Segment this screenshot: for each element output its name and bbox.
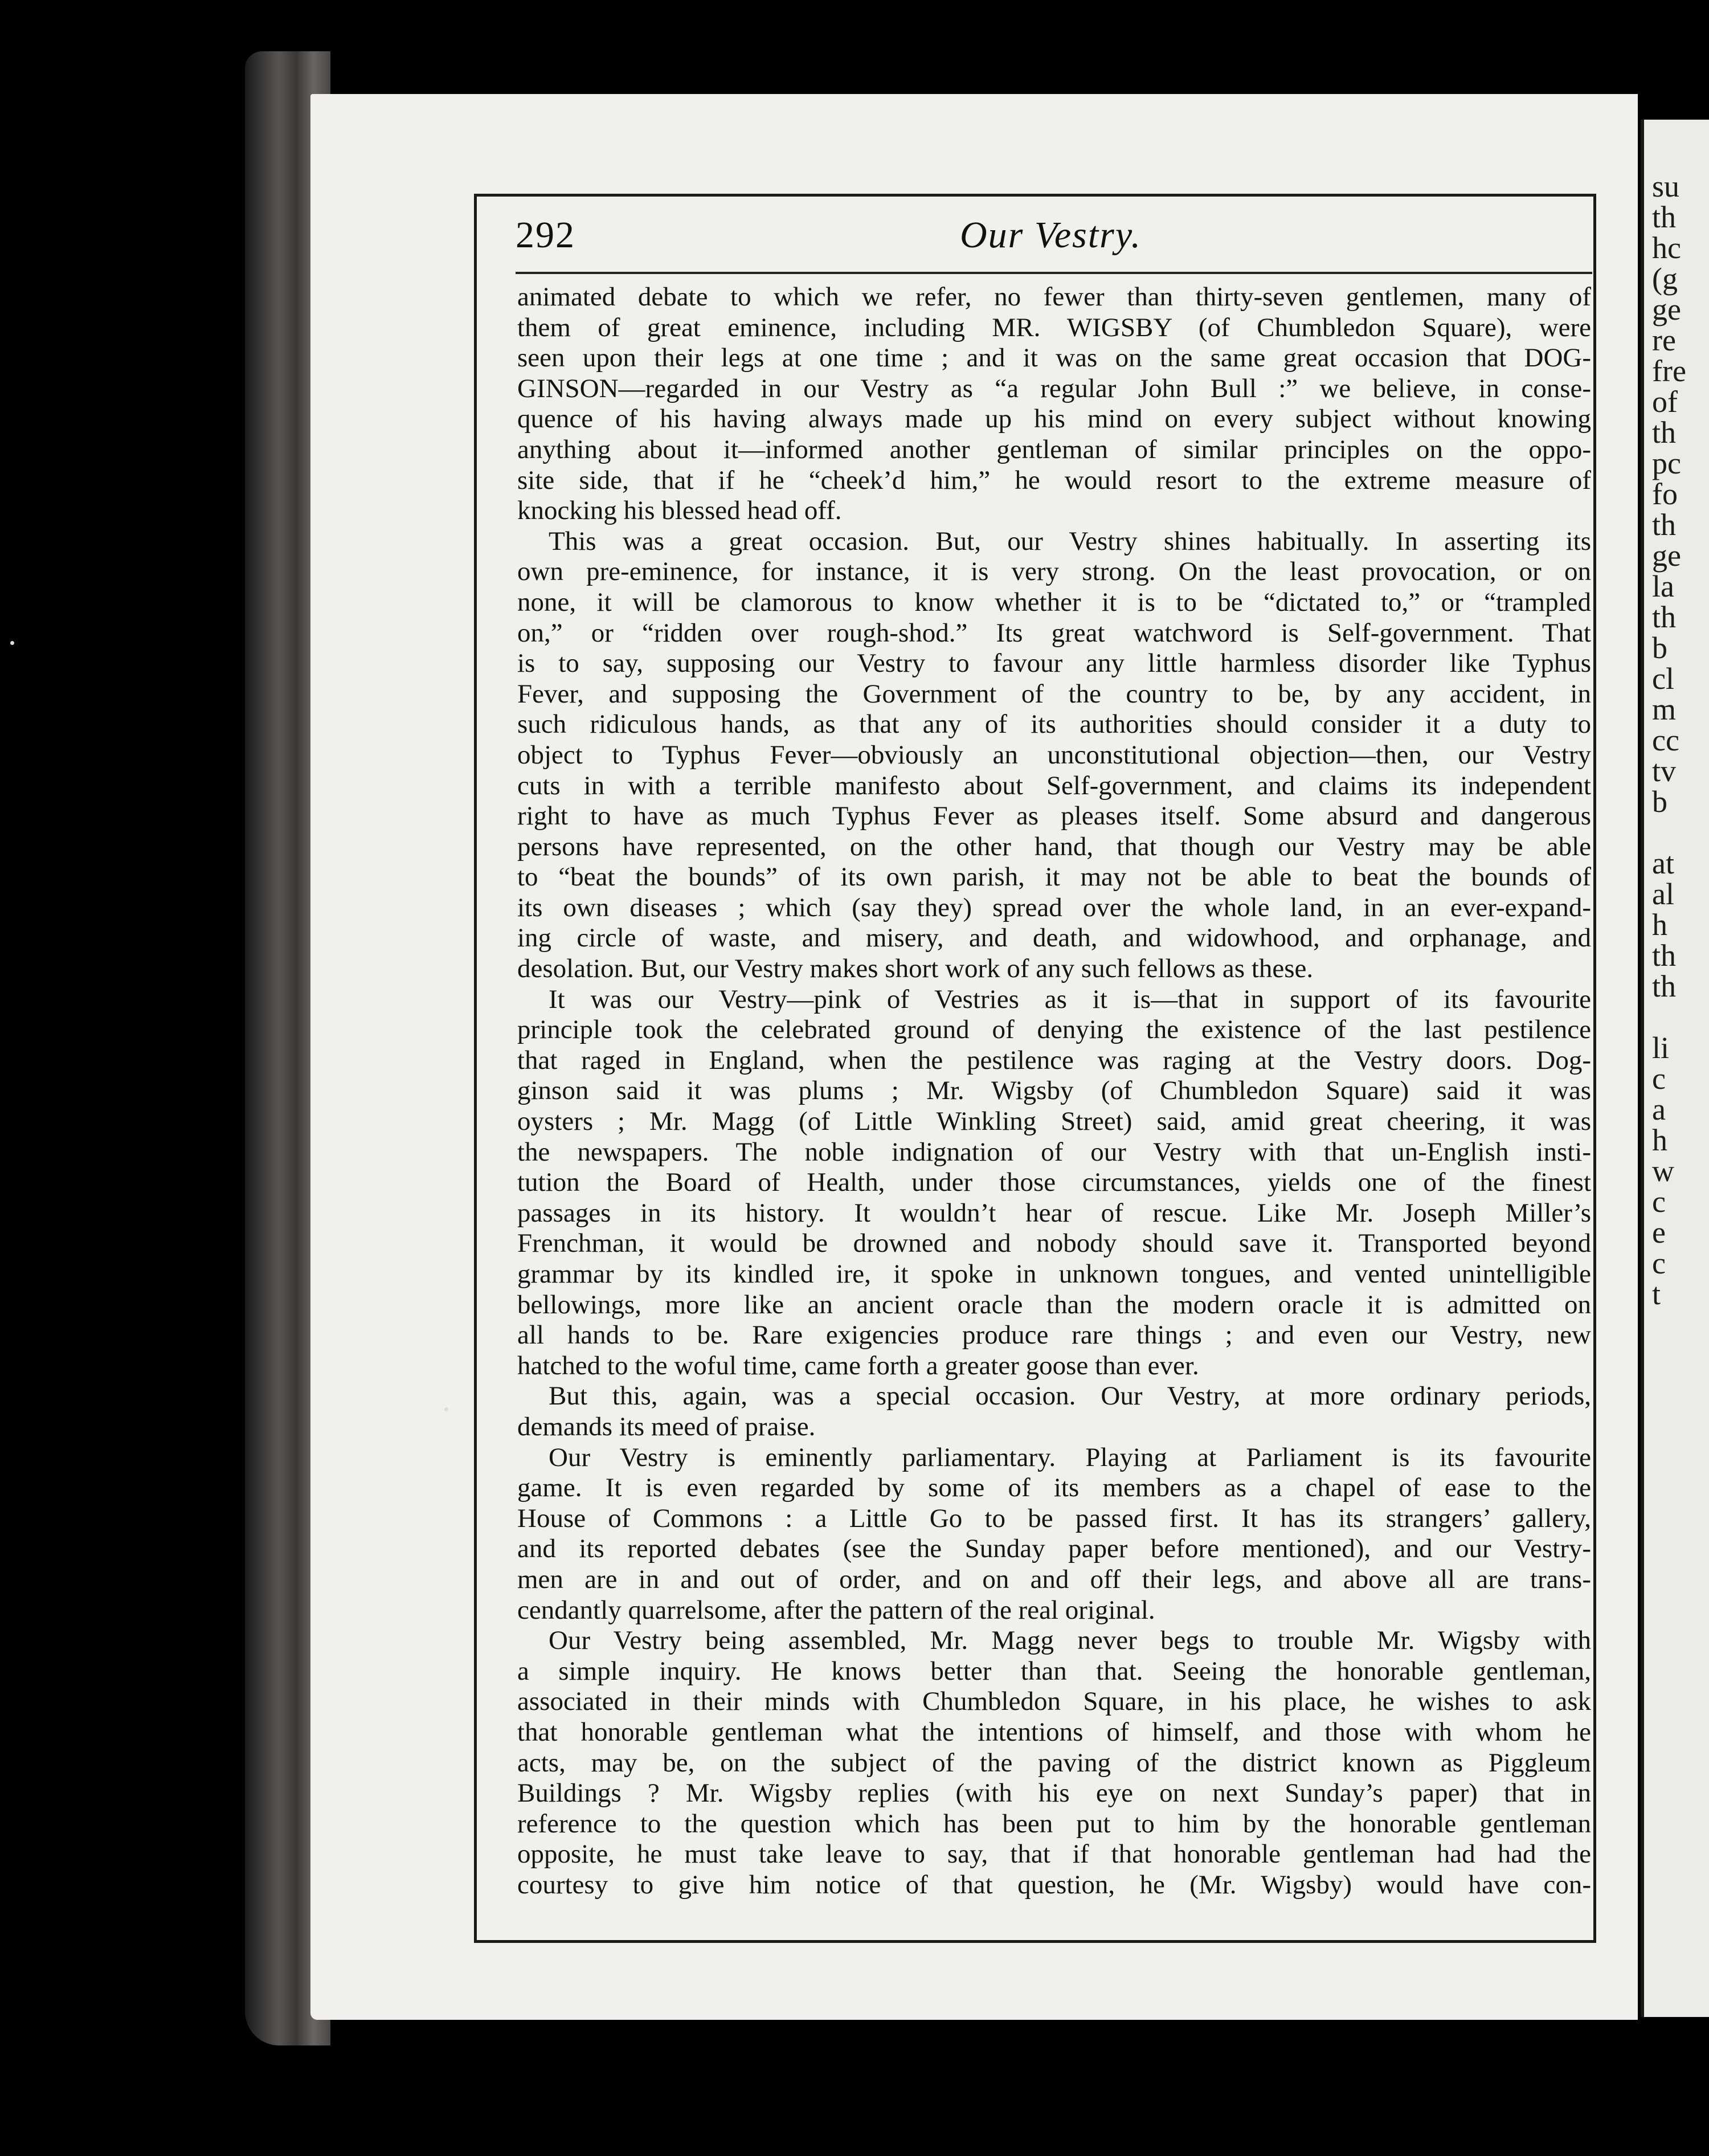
facing-page-fragment: re	[1652, 323, 1676, 357]
facing-page-fragment: pc	[1652, 446, 1681, 480]
facing-page-fragment: at	[1652, 846, 1674, 880]
facing-page-fragment: li	[1652, 1031, 1670, 1065]
text-line: oysters ; Mr. Magg (of Little Winkling Street) said, amid great cheering, it was	[517, 1106, 1591, 1137]
text-line: reference to the question which has been put to him by the honorable gentleman	[517, 1808, 1591, 1839]
text-line: bellowings, more like an ancient oracle than the modern oracle it is admitted on	[517, 1289, 1591, 1320]
text-line: quence of his having always made up his mind on every subject without knowing	[517, 404, 1591, 434]
facing-page-fragment: of	[1652, 385, 1678, 419]
facing-page-fragment: th	[1652, 415, 1677, 450]
text-line: principle took the celebrated ground of denying the existence of the last pestilence	[517, 1015, 1591, 1045]
text-line: cuts in with a terrible manifesto about Self-government, and claims its independent	[517, 770, 1591, 801]
text-line: seen upon their legs at one time ; and it was on the same great occasion that DOG-	[517, 343, 1591, 373]
text-line: knocking his blessed head off.	[517, 496, 842, 526]
facing-page-fragment: cc	[1652, 723, 1679, 757]
facing-page-fragment: t	[1652, 1277, 1661, 1309]
text-line: GINSON—regarded in our Vestry as “a regular John Bull :” we believe, in conse-	[517, 373, 1591, 403]
facing-page-fragment: a	[1652, 1092, 1666, 1126]
facing-page-fragment: th	[1652, 600, 1677, 634]
facing-page-fragment	[1652, 1002, 1709, 1032]
text-line: all hands to be. Rare exigencies produce rare things ; and even our Vestry, new	[517, 1320, 1591, 1350]
text-line: on,” or “ridden over rough-shod.” Its great watchword is Self-government. That	[517, 618, 1591, 648]
facing-page-fragment: w	[1652, 1154, 1674, 1188]
text-line: Our Vestry is eminently parliamentary. Playing at Parliament is its favourite	[549, 1442, 1591, 1472]
scan-speck	[10, 641, 14, 645]
facing-page-fragment	[1652, 817, 1709, 848]
scan-speck	[444, 1407, 448, 1411]
text-line: associated in their minds with Chumbledon Square, in his place, he wishes to ask	[517, 1687, 1591, 1717]
text-line: House of Commons : a Little Go to be passed first. It has its strangers’ gallery,	[517, 1503, 1591, 1533]
text-line: that raged in England, when the pestilence was raging at the Vestry doors. Dog-	[517, 1045, 1591, 1075]
facing-page-fragment: fre	[1652, 354, 1686, 388]
text-line: grammar by its kindled ire, it spoke in unknown tongues, and vented unintelligible	[517, 1259, 1591, 1289]
facing-page-fragment: su	[1652, 171, 1680, 203]
text-line: anything about it—informed another gentleman of similar principles on the oppo-	[517, 434, 1591, 464]
facing-page-fragment: c	[1652, 1246, 1666, 1280]
facing-page-fragments	[1652, 171, 1709, 1309]
facing-page-fragment: h	[1652, 908, 1667, 942]
text-line: persons have represented, on the other hand, that though our Vestry may be able	[517, 831, 1591, 861]
text-line: its own diseases ; which (say they) spread over the whole land, in an ever-expand-	[517, 892, 1591, 922]
text-line: them of great eminence, including MR. WIGSBY (of Chumbledon Square), were	[517, 312, 1591, 342]
facing-page-fragment: ge	[1652, 292, 1681, 326]
facing-page-fragment: fo	[1652, 477, 1678, 511]
text-line: tution the Board of Health, under those circumstances, yields one of the finest	[517, 1167, 1591, 1198]
facing-page-fragment: tv	[1652, 754, 1677, 788]
text-line: It was our Vestry—pink of Vestries as it is—that in support of its favourite	[549, 984, 1591, 1014]
facing-page-fragment: al	[1652, 877, 1674, 911]
text-line: none, it will be clamorous to know whether it is to be “dictated to,” or “trampled	[517, 587, 1591, 617]
facing-page-fragment: c	[1652, 1185, 1666, 1219]
text-line: Our Vestry being assembled, Mr. Magg never begs to trouble Mr. Wigsby with	[549, 1626, 1591, 1656]
text-line: right to have as much Typhus Fever as pleases itself. Some absurd and dangerous	[517, 801, 1591, 831]
facing-page-fragment: th	[1652, 969, 1677, 1003]
text-line: to “beat the bounds” of its own parish, it may not be able to beat the bounds of	[517, 862, 1591, 892]
text-line: game. It is even regarded by some of its members as a chapel of ease to the	[517, 1473, 1591, 1503]
text-line: site side, that if he “cheek’d him,” he would resort to the extreme measure of	[517, 465, 1591, 495]
text-line: Buildings ? Mr. Wigsby replies (with his eye on next Sunday’s paper) that in	[517, 1778, 1591, 1808]
text-line: desolation. But, our Vestry makes short work of any such fellows as these.	[517, 954, 1314, 984]
text-line: men are in and out of order, and on and off their legs, and above all are trans-	[517, 1564, 1591, 1594]
facing-page-fragment: c	[1652, 1061, 1666, 1096]
facing-page-fragment: cl	[1652, 662, 1674, 696]
facing-page-fragment: la	[1652, 569, 1674, 603]
page-number: 292	[516, 214, 575, 256]
facing-page-fragment: ge	[1652, 538, 1681, 573]
text-line: Frenchman, it would be drowned and nobody should save it. Transported beyond	[517, 1228, 1591, 1259]
text-line: own pre-eminence, for instance, it is very strong. On the least provocation, or on	[517, 557, 1591, 587]
body-text	[517, 282, 1591, 1900]
text-line: courtesy to give him notice of that question, he (Mr. Wigsby) would have con-	[517, 1869, 1591, 1900]
text-line: passages in its history. It wouldn’t hear of rescue. Like Mr. Joseph Miller’s	[517, 1198, 1591, 1228]
running-title: Our Vestry.	[960, 214, 1142, 256]
facing-page-fragment: hc	[1652, 231, 1681, 265]
facing-page-fragment: th	[1652, 508, 1677, 542]
facing-page-fragment: b	[1652, 785, 1667, 819]
facing-page-fragment: th	[1652, 938, 1677, 973]
text-line: This was a great occasion. But, our Vestry shines habitually. In asserting its	[549, 526, 1591, 556]
text-line: the newspapers. The noble indignation of our Vestry with that un-English insti-	[517, 1137, 1591, 1167]
text-line: a simple inquiry. He knows better than that. Seeing the honorable gentleman,	[517, 1656, 1591, 1686]
text-line: opposite, he must take leave to say, that if that honorable gentleman had had the	[517, 1839, 1591, 1869]
facing-page-fragment: h	[1652, 1123, 1667, 1157]
facing-page-fragment: e	[1652, 1215, 1666, 1250]
header-rule	[516, 272, 1592, 274]
text-line: ginson said it was plums ; Mr. Wigsby (of Chumbledon Square) said it was	[517, 1076, 1591, 1106]
text-line: is to say, supposing our Vestry to favour any little harmless disorder like Typhus	[517, 648, 1591, 679]
text-line: Fever, and supposing the Government of the country to be, by any accident, in	[517, 679, 1591, 709]
text-line: object to Typhus Fever—obviously an unconstitutional objection—then, our Vestry	[517, 740, 1591, 770]
text-line: hatched to the woful time, came forth a greater goose than ever.	[517, 1350, 1199, 1381]
text-line: animated debate to which we refer, no fewer than thirty-seven gentlemen, many of	[517, 282, 1591, 312]
text-line: such ridiculous hands, as that any of its authorities should consider it a duty to	[517, 709, 1591, 740]
text-line: But this, again, was a special occasion. Our Vestry, at more ordinary periods,	[549, 1381, 1591, 1411]
text-line: acts, may be, on the subject of the paving of the district known as Piggleum	[517, 1747, 1591, 1778]
facing-page-fragment: th	[1652, 200, 1677, 234]
text-line: cendantly quarrelsome, after the pattern of the real original.	[517, 1595, 1155, 1625]
text-line: that honorable gentleman what the intentions of himself, and those with whom he	[517, 1717, 1591, 1747]
page-header	[516, 214, 1592, 259]
text-line: demands its meed of praise.	[517, 1411, 816, 1442]
text-line: and its reported debates (see the Sunday paper before mentioned), and our Vestry-	[517, 1534, 1591, 1564]
facing-page-fragment: (g	[1652, 262, 1678, 296]
facing-page-fragment: b	[1652, 631, 1667, 665]
text-line: ing circle of waste, and misery, and death, and widowhood, and orphanage, and	[517, 923, 1591, 953]
facing-page-fragment: m	[1652, 692, 1677, 726]
